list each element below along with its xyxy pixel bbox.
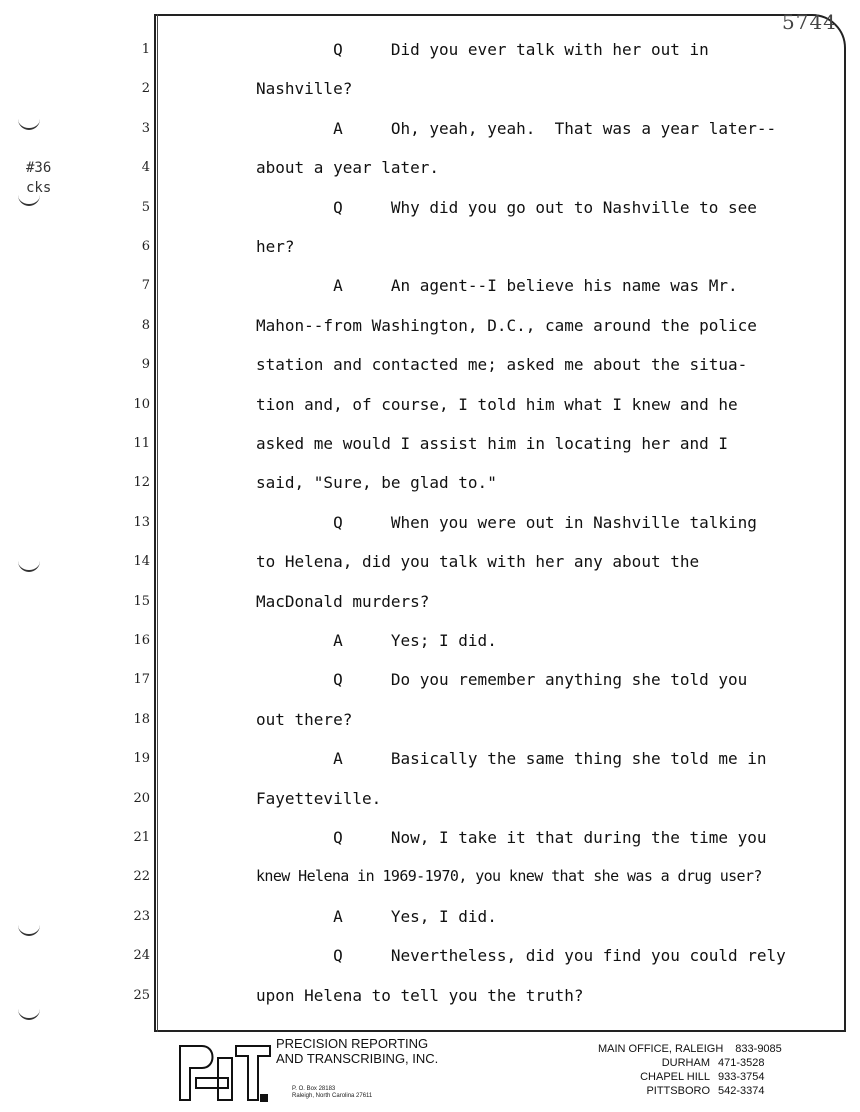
transcript-line: Q Did you ever talk with her out in — [256, 40, 709, 59]
line-number: 11 — [133, 436, 150, 451]
margin-note-initials: cks — [26, 180, 52, 196]
line-number: 6 — [141, 239, 150, 254]
line-number: 18 — [133, 711, 150, 727]
margin-mark — [18, 1008, 40, 1020]
transcript-line: A Yes; I did. — [256, 631, 497, 650]
office-row — [598, 1056, 782, 1070]
line-number: 17 — [133, 672, 150, 688]
left-margin-rule — [157, 14, 158, 1032]
transcript-line: A An agent--I believe his name was Mr. — [256, 276, 738, 296]
margin-mark — [18, 194, 40, 206]
transcript-line: station and contacted me; asked me about the situa- — [256, 355, 748, 375]
transcript-line: Q When you were out in Nashville talking — [256, 512, 757, 532]
line-number: 12 — [133, 475, 150, 491]
transcript-line: Q Why did you go out to Nashville to see — [256, 197, 757, 217]
margin-note-number: #36 — [26, 160, 52, 176]
office-row — [598, 1070, 782, 1084]
company-address — [292, 1086, 372, 1100]
line-number: 25 — [133, 987, 150, 1003]
office-name: MAIN OFFICE, RALEIGH — [598, 1043, 724, 1055]
company-name — [276, 1036, 438, 1066]
line-number: 22 — [133, 869, 150, 885]
office-name: CHAPEL HILL — [640, 1071, 710, 1083]
office-name: DURHAM — [661, 1057, 710, 1069]
office-name: PITTSBORO — [646, 1085, 710, 1097]
page-number: 5744 — [782, 10, 837, 34]
office-phone: 933-3754 — [718, 1071, 765, 1083]
address-line: Raleigh, North Carolina 27611 — [292, 1093, 373, 1099]
line-number: 14 — [133, 554, 150, 570]
line-number: 3 — [141, 120, 150, 136]
line-number: 19 — [133, 751, 150, 767]
line-number: 2 — [141, 81, 150, 97]
transcript-line: Q Do you remember anything she told you — [256, 670, 748, 690]
transcript-line: tion and, of course, I told him what I knew and he — [256, 394, 738, 414]
line-number: 23 — [133, 908, 150, 924]
transcript-line: Mahon--from Washington, D.C., came around the police — [256, 315, 757, 335]
company-name-line: PRECISION REPORTING — [276, 1036, 429, 1051]
transcript-line: upon Helena to tell you the truth? — [256, 985, 584, 1005]
transcript-line: asked me would I assist him in locating her and I — [256, 434, 729, 453]
transcript-line: knew Helena in 1969-1970, you knew that she was a drug user? — [256, 867, 762, 886]
margin-mark — [18, 118, 40, 130]
line-number: 21 — [133, 830, 150, 845]
line-number: 15 — [133, 593, 150, 609]
transcript-line: said, "Sure, be glad to." — [256, 473, 497, 493]
line-number: 5 — [141, 199, 150, 215]
line-number: 9 — [141, 357, 150, 373]
transcript-line: out there? — [256, 709, 353, 729]
line-number: 10 — [133, 396, 150, 412]
line-number: 24 — [133, 948, 150, 964]
line-number: 4 — [141, 160, 150, 176]
line-number: 16 — [133, 633, 150, 648]
transcript-line: Q Now, I take it that during the time you — [256, 828, 767, 847]
company-logo — [176, 1038, 272, 1104]
line-number: 7 — [141, 278, 150, 294]
transcript-line: Nashville? — [256, 79, 353, 99]
office-row — [598, 1042, 782, 1056]
address-line: P. O. Box 28183 — [292, 1086, 336, 1092]
office-row — [598, 1084, 782, 1098]
margin-mark — [18, 560, 40, 572]
transcript-line: A Yes, I did. — [256, 906, 497, 926]
transcript-line: her? — [256, 237, 295, 256]
office-phone: 833-9085 — [735, 1043, 782, 1055]
office-phone-list — [598, 1042, 782, 1098]
line-number: 13 — [133, 514, 150, 530]
margin-mark — [18, 924, 40, 936]
transcript-line: to Helena, did you talk with her any about the — [256, 552, 700, 572]
office-phone: 471-3528 — [718, 1057, 765, 1069]
transcript-line: Q Nevertheless, did you find you could rely — [256, 946, 786, 966]
transcript-line: A Basically the same thing she told me in — [256, 749, 767, 769]
transcript-line: MacDonald murders? — [256, 591, 430, 611]
company-name-line: AND TRANSCRIBING, INC. — [276, 1051, 439, 1066]
transcript-line: about a year later. — [256, 158, 440, 178]
line-number: 20 — [133, 790, 150, 806]
transcript-line: A Oh, yeah, yeah. That was a year later-- — [256, 118, 777, 138]
line-number: 8 — [141, 317, 150, 333]
office-phone: 542-3374 — [718, 1085, 765, 1097]
line-number: 1 — [141, 42, 150, 57]
transcript-line: Fayetteville. — [256, 788, 382, 808]
